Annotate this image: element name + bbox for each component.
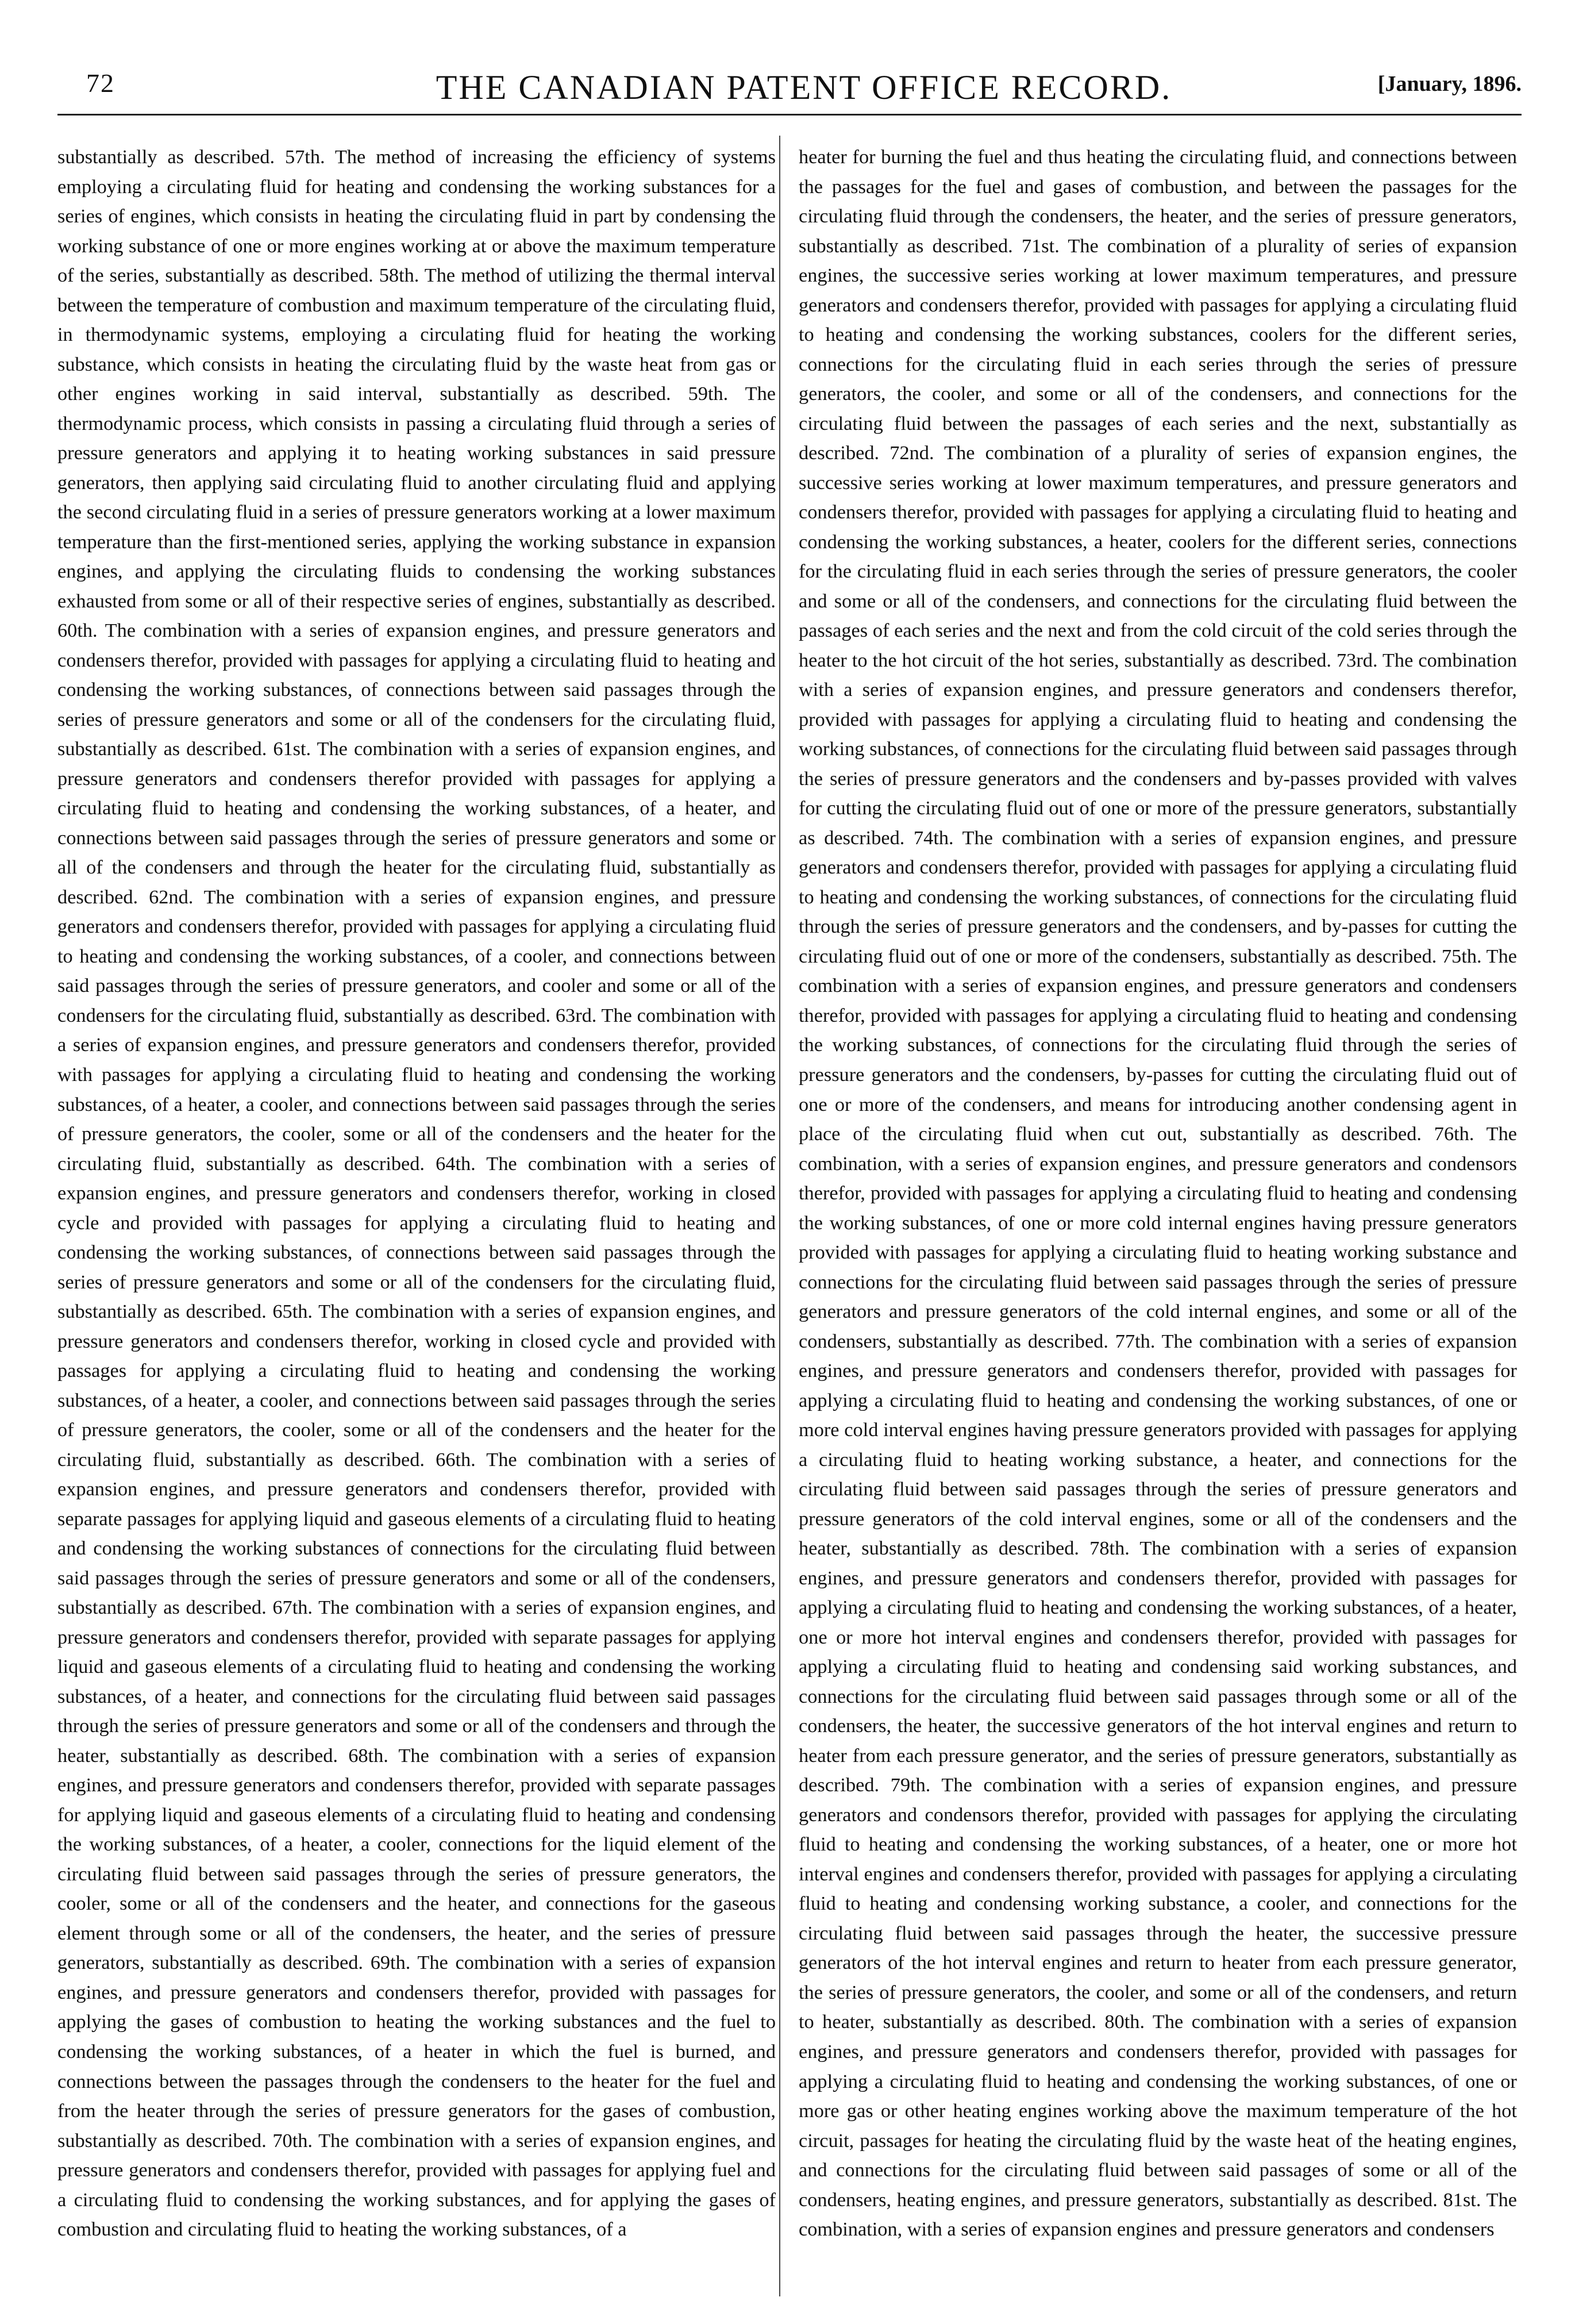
page-header — [86, 68, 1522, 114]
left-column — [57, 143, 776, 2286]
left-column-text: substantially as described. 57th. The method of increasing the efficiency of systems employing a circulating fluid for heating and condensing the working substances for a series of engines, which consists in heating the circulating fluid in part by condensing the working substance of one or more engines working at or above the maximum temperature of the series, substantially as described. 58th. The method of utilizing the thermal interval between the temperature of combustion and maximum temperature of the circulating fluid, in thermodynamic systems, employing a circulating fluid for heating the working substance, which consists in heating the circulating fluid by the waste heat from gas or other engines working in said interval, substantially as described. 59th. The thermodynamic process, which consists in passing a circulating fluid through a series of pressure generators and applying it to heating working substances in said pressure generators, then applying said circulating fluid to another circulating fluid and applying the second circulating fluid in a series of pressure generators working at a lower maximum temperature than the first-mentioned series, applying the working substance in expansion engines, and applying the circulating fluids to condensing the working substances exhausted from some or all of their respective series of engines, substantially as described. 60th. The combination with a series of expansion engines, and pressure generators and condensers therefor, provided with passages for applying a circulating fluid to heating and condensing the working substances, of connections between said passages through the series of pressure generators and some or all of the condensers for the circulating fluid, substantially as described. 61st. The combination with a series of expansion engines, and pressure generators and condensers therefor provided with passages for applying a circulating fluid to heating and condensing the working substances, of a heater, and connections between said passages through the series of pressure generators and some or all of the condensers and through the heater for the circulating fluid, substantially as described. 62nd. The combination with a series of expansion engines, and pressure generators and condensers therefor, provided with passages for applying a circulating fluid to heating and condensing the working substances, of a cooler, and connections between said passages through the series of pressure generators, and cooler and some or all of the condensers for the circulating fluid, substantially as described. 63rd. The combination with a series of expansion engines, and pressure generators and condensers therefor, provided with passages for applying a circulating fluid to heating and condensing the working substances, of a heater, a cooler, and connections between said passages through the series of pressure generators, the cooler, some or all of the condensers and the heater for the circulating fluid, substantially as described. 64th. The combination with a series of expansion engines, and pressure generators and condensers therefor, working in closed cycle and provided with passages for applying a circulating fluid to heating and condensing the working substances, of connections between said passages through the series of pressure generators and some or all of the condensers for the circulating fluid, substantially as described. 65th. The combination with a series of expansion engines, and pressure generators and condensers therefor, working in closed cycle and provided with passages for applying a circulating fluid to heating and condensing the working substances, of a heater, a cooler, and connections between said passages through the series of pressure generators, the cooler, some or all of the condensers and the heater for the circulating fluid, substantially as described. 66th. The combination with a series of expansion engines, and pressure generators and condensers therefor, provided with separate passages for applying liquid and gaseous elements of a circulating fluid to heating and condensing the working substances of connections for the circulating fluid between said passages through the series of pressure generators and some or all of the condensers, substantially as described. 67th. The combination with a series of expansion engines, and pressure generators and condensers therefor, provided with separate passages for applying liquid and gaseous elements of a circulating fluid to heating and condensing the working substances, of a heater, and connections for the circulating fluid between said passages through the series of pressure generators and some or all of the condensers and through the heater, substantially as described. 68th. The combination with a series of expansion engines, and pressure generators and condensers therefor, provided with separate passages for applying liquid and gaseous elements of a circulating fluid to heating and condensing the working substances, of a heater, a cooler, connections for the liquid element of the circulating fluid between said passages through the series of pressure generators, the cooler, some or all of the condensers and the heater, and connections for the gaseous element through some or all of the condensers, the heater, and the series of pressure generators, substantially as described. 69th. The combination with a series of expansion engines, and pressure generators and condensers therefor, provided with passages for applying the gases of combustion to heating the working substances and the fuel to condensing the working substances, of a heater in which the fuel is burned, and connections between the passages through the condensers to the heater for the fuel and from the heater through the series of pressure generators for the gases of combustion, substantially as described. 70th. The combination with a series of expansion engines, and pressure generators and condensers therefor, provided with passages for applying fuel and a circulating fluid to condensing the working substances, and for applying the gases of combustion and circulating fluid to heating the working substances, of a — [57, 146, 776, 2241]
header-rule — [57, 114, 1522, 116]
right-column — [799, 143, 1517, 2286]
column-divider — [779, 136, 780, 2296]
page-title: THE CANADIAN PATENT OFFICE RECORD. — [436, 68, 1172, 106]
right-column-text: heater for burning the fuel and thus heating the circulating fluid, and connections between the passages for the fuel and gases of combustion, and between the passages for the circulating fluid through the condensers, the heater, and the series of pressure generators, substantially as described. 71st. The combination of a plurality of series of expansion engines, the successive series working at lower maximum temperatures, and pressure generators and condensers therefor, provided with passages for applying a circulating fluid to heating and condensing the working substances, coolers for the different series, connections for the circulating fluid in each series through the series of pressure generators, the cooler, and some or all of the condensers, and connections for the circulating fluid between the passages of each series and the next, substantially as described. 72nd. The combination of a plurality of series of expansion engines, the successive series working at lower maximum temperatures, and pressure generators and condensers therefor, provided with passages for applying a circulating fluid to heating and condensing the working substances, a heater, coolers for the different series, connections for the circulating fluid in each series through the series of pressure generators, the cooler and some or all of the condensers, and connections for the circulating fluid between the passages of each series and the next and from the cold circuit of the cold series through the heater to the hot circuit of the hot series, substantially as described. 73rd. The combination with a series of expansion engines, and pressure generators and condensers therefor, provided with passages for applying a circulating fluid to heating and condensing the working substances, of connections for the circulating fluid between said passages through the series of pressure generators and the condensers and by-passes provided with valves for cutting the circulating fluid out of one or more of the pressure generators, substantially as described. 74th. The combination with a series of expansion engines, and pressure generators and condensers therefor, provided with passages for applying a circulating fluid to heating and condensing the working substances, of connections for the circulating fluid through the series of pressure generators and the condensers, and by-passes for cutting the circulating fluid out of one or more of the condensers, substantially as described. 75th. The combination with a series of expansion engines, and pressure generators and condensers therefor, provided with passages for applying a circulating fluid to heating and condensing the working substances, of connections for the circulating fluid through the series of pressure generators and the condensers, by-passes for cutting the circulating fluid out of one or more of the condensers, and means for introducing another condensing agent in place of the circulating fluid when cut out, substantially as described. 76th. The combination, with a series of expansion engines, and pressure generators and condensors therefor, provided with passages for applying a circulating fluid to heating and condensing the working substances, of one or more cold internal engines having pressure generators provided with passages for applying a circulating fluid to heating working substance and connections for the circulating fluid between said passages through the series of pressure generators and pressure generators of the cold internal engines, and some or all of the condensers, substantially as described. 77th. The combination with a series of expansion engines, and pressure generators and condensers therefor, provided with passages for applying a circulating fluid to heating and condensing the working substances, of one or more cold interval engines having pressure generators provided with passages for applying a circulating fluid to heating working substance, a heater, and connections for the circulating fluid between said passages through the series of pressure generators and pressure generators of the cold interval engines, some or all of the condensers and the heater, substantially as described. 78th. The combination with a series of expansion engines, and pressure generators and condensers therefor, provided with passages for applying a circulating fluid to heating and condensing the working substances, of a heater, one or more hot interval engines and condensers therefor, provided with passages for applying a circulating fluid to heating and condensing said working substances, and connections for the circulating fluid between said passages through some or all of the condensers, the heater, the successive generators of the hot interval engines and return to heater from each pressure generator, and the series of pressure generators, substantially as described. 79th. The combination with a series of expansion engines, and pressure generators and condensors therefor, provided with passages for applying the circulating fluid to heating and condensing the working substances, of a heater, one or more hot interval engines and condensers therefor, provided with passages for applying a circulating fluid to heating and condensing working substance, a cooler, and connections for the circulating fluid between said passages through the heater, the successive pressure generators of the hot interval engines and return to heater from each pressure generator, the series of pressure generators, the cooler, and some or all of the condensers, and return to heater, substantially as described. 80th. The combination with a series of expansion engines, and pressure generators and condensers therefor, provided with passages for applying a circulating fluid to heating and condensing the working substances, of one or more gas or other heating engines working above the maximum temperature of the hot circuit, passages for heating the circulating fluid by the waste heat of the heating engines, and connections for the circulating fluid between said passages of some or all of the condensers, heating engines, and pressure generators, substantially as described. 81st. The combination, with a series of expansion engines and pressure generators and condensers — [799, 146, 1517, 2241]
issue-date: [January, 1896. — [1377, 72, 1522, 96]
page-number: 72 — [86, 68, 115, 98]
